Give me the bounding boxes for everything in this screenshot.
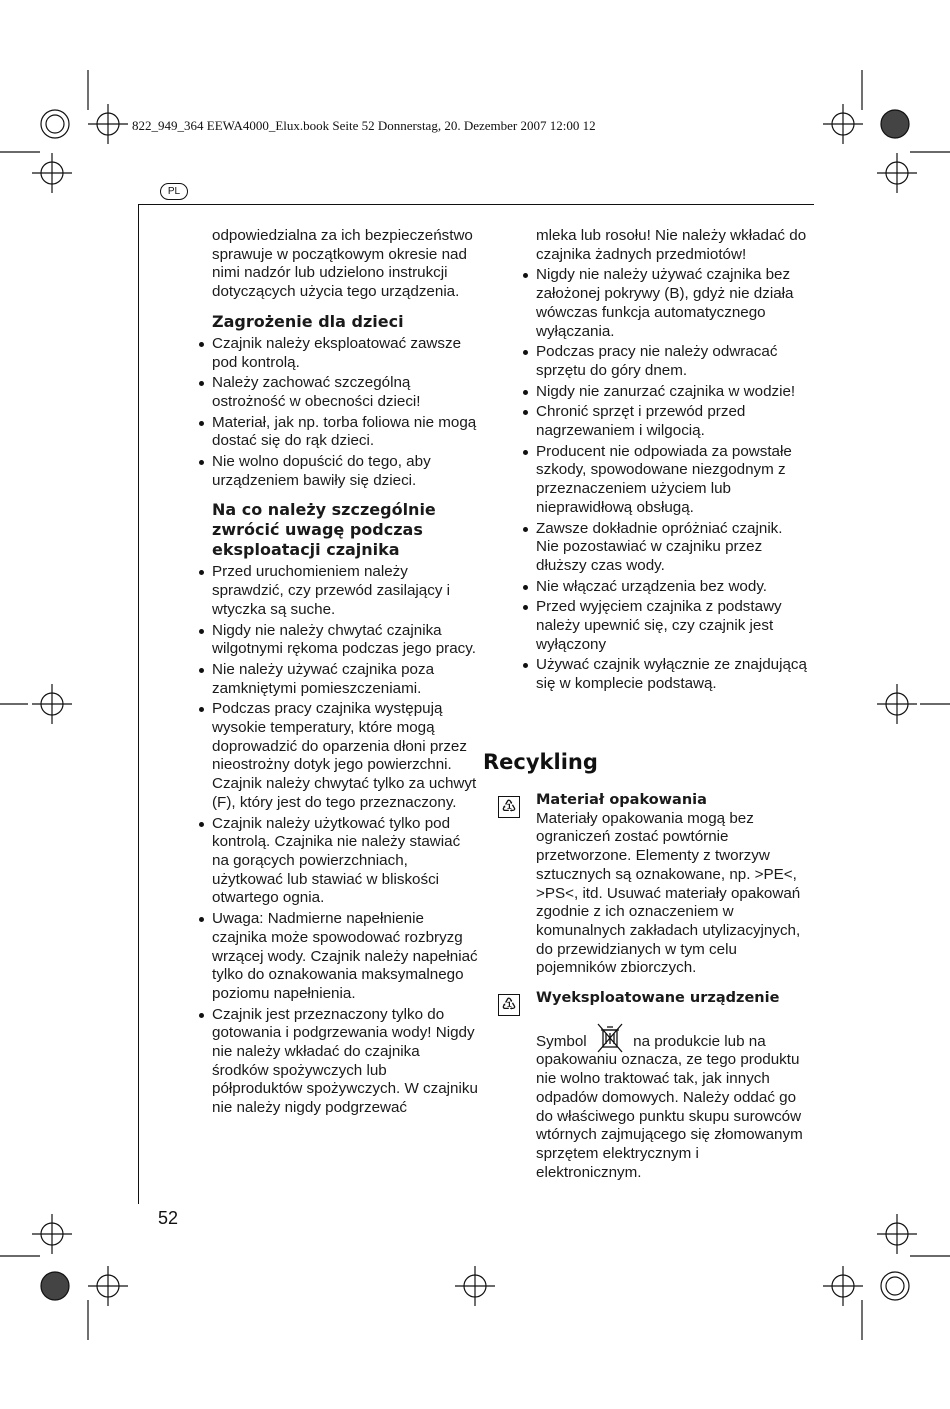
recycle-icon: ♳ xyxy=(498,796,520,818)
list-item: Czajnik jest przeznaczony tylko do gotowania i podgrzewania wody! Nigdy nie należy wkładać do czajnika środków spożywczych lub półproduktów spożywczych. W czajniku nie należy nigdy podgrzewać xyxy=(212,1006,480,1118)
operation-safety-list xyxy=(212,563,480,1117)
page-number: 52 xyxy=(158,1208,179,1228)
section-title-operation: Na co należy szczególnie zwrócić uwagę podczas eksploatacji czajnika xyxy=(212,500,436,560)
list-item: Czajnik należy użytkować tylko pod kontrolą. Czajnika nie należy stawiać na gorących powierzchniach, użytkować lub stawiać w bliskości otwartego ognia. xyxy=(212,815,480,909)
packaging-title: Materiał opakowania xyxy=(536,792,707,808)
right-column xyxy=(536,227,808,696)
list-item: Czajnik należy eksploatować zawsze pod kontrolą. xyxy=(212,335,480,372)
list-item: Materiał, jak np. torba foliowa nie mogą dostać się do rąk dzieci. xyxy=(212,414,480,451)
list-item: Producent nie odpowiada za powstałe szkody, spowodowane niezgodnym z przeznaczeniem użyciem lub nieprawidłową obsługą. xyxy=(536,443,808,518)
device-block xyxy=(536,989,808,1182)
list-item: Nigdy nie zanurzać czajnika w wodzie! xyxy=(536,383,808,402)
list-item: Nie należy używać czajnika poza zamkniętymi pomieszczeniami. xyxy=(212,661,480,698)
recycle-icon: ♳ xyxy=(498,994,520,1016)
packaging-text: Materiały opakowania mogą bez ograniczeń zostać powtórnie przetworzone. Elementy z tworzyw sztucznych są oznakowane, np. >PE<, >PS<, itd. Usuwać materiały opakowań zgodnie z ich oznaczeniem w komunalnych zakładach utylizacyjnych, do przewidzianych w tym celu pojemników zbiorczych. xyxy=(536,809,801,977)
children-safety-list xyxy=(212,335,480,491)
top-rule xyxy=(138,204,814,205)
recycling-heading: Recykling xyxy=(483,750,598,774)
list-item: Nie wolno dopuścić do tego, aby urządzeniem bawiły się dzieci. xyxy=(212,453,480,490)
list-item: Podczas pracy nie należy odwracać sprzętu do góry dnem. xyxy=(536,343,808,380)
language-badge: PL xyxy=(160,183,188,200)
device-description: na produkcie lub na opakowaniu oznacza, ze tego produktu nie wolno traktować tak, jak innych odpadów domowych. Należy oddać go do właściwego punktu skupu surowców wtórnych zajmującego się złomowanym sprzętem elektrycznym i elektronicznym. xyxy=(536,1032,803,1181)
list-item: Należy zachować szczególną ostrożność w obecności dzieci! xyxy=(212,374,480,411)
list-item: Nigdy nie należy używać czajnika bez założonej pokrywy (B), gdyż nie działa wówczas funkcja automatycznego wyłączania. xyxy=(536,266,808,341)
list-item: Podczas pracy czajnika występują wysokie temperatury, które mogą doprowadzić do oparzenia dłoni przez nieostrożny dotyk jego powierzchni. Czajnik należy chwytać tylko za uchwyt (F), który jest do tego przeznaczony. xyxy=(212,700,480,812)
left-rule xyxy=(138,204,139,1204)
list-item: Nie włączać urządzenia bez wody. xyxy=(536,578,808,597)
intro-paragraph: odpowiedzialna za ich bezpieczeństwo sprawuje w początkowym okresie nad nimi nadzór lub udzielono instrukcji dotyczących użycia tego urządzenia. xyxy=(212,227,473,301)
symbol-label: Symbol xyxy=(536,1032,587,1050)
print-slug: 822_949_364 EEWA4000_Elux.book Seite 52 Donnerstag, 20. Dezember 2007 12:00 12 xyxy=(132,118,596,133)
crossed-bin-icon xyxy=(595,1022,625,1050)
list-item: Przed uruchomieniem należy sprawdzić, czy przewód zasilający i wtyczka są suche. xyxy=(212,563,480,619)
right-safety-list xyxy=(536,266,808,693)
list-item: Zawsze dokładnie opróżniać czajnik. Nie pozostawiać w czajniku przez dłuższy czas wody. xyxy=(536,520,808,576)
packaging-block xyxy=(536,791,808,978)
list-item: Chronić sprzęt i przewód przed nagrzewaniem i wilgocią. xyxy=(536,403,808,440)
device-text xyxy=(536,1022,808,1183)
list-item: Przed wyjęciem czajnika z podstawy należy upewnić się, czy czajnik jest wyłączony xyxy=(536,598,808,654)
device-title: Wyeksploatowane urządzenie xyxy=(536,990,780,1006)
section-title-children: Zagrożenie dla dzieci xyxy=(212,311,404,331)
list-item: Nigdy nie należy chwytać czajnika wilgotnymi rękoma podczas jego pracy. xyxy=(212,622,480,659)
list-item: Używać czajnik wyłącznie ze znajdującą się w komplecie podstawą. xyxy=(536,656,807,693)
list-item: Uwaga: Nadmierne napełnienie czajnika może spowodować rozbryzg wrzącej wody. Czajnik należy napełniać tylko do oznakowania maksymalnego poziomu napełnienia. xyxy=(212,910,480,1004)
left-column xyxy=(212,227,480,1120)
continuation-paragraph: mleka lub rosołu! Nie należy wkładać do czajnika żadnych przedmiotów! xyxy=(536,227,807,263)
